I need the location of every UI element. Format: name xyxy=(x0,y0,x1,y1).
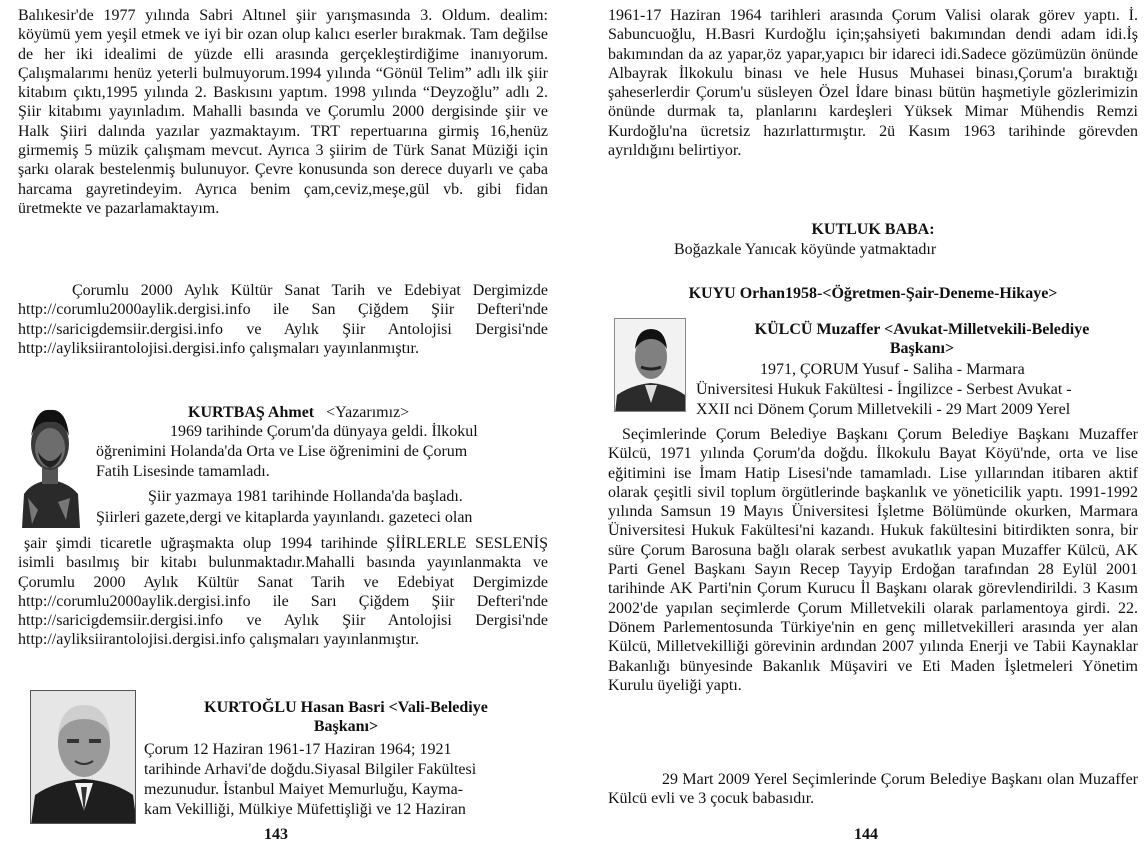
kuyu-heading: KUYU Orhan1958-<Öğretmen-Şair-Deneme-Hikaye> xyxy=(688,285,1058,302)
right-page xyxy=(590,0,1146,856)
portrait-image xyxy=(615,319,686,412)
kurtbas-line-1: 1969 tarihinde Çorum'da dünyaya geldi. İlkokul xyxy=(170,423,478,440)
page-number: 143 xyxy=(264,826,288,843)
kurtbas-line-4: Şiir yazmaya 1981 tarihinde Hollanda'da başladı. xyxy=(148,488,463,505)
kulcu-line-2: Üniversitesi Hukuk Fakültesi - İngilizce - Serbest Avukat - xyxy=(696,381,1072,398)
kurtoglu-continued: 1961-17 Haziran 1964 tarihleri arasında Çorum Valisi olarak görev yaptı. İ. Sabuncuoğlu, H.Basri Kurdoğlu için;şahsiyeti bakımından dendi adam idi.İş bakımından da az yapar,öz yapar,yapıcı bir idareci idi.Sadece gözümüzün önünde Albayrak İlkokulu binası ve hele Husus Muhasei binası,Çorum'a bıraktığı şaheserlerdir Çorum'u süsleyen Özel İdare binası bütün haşmetiyle gözlerimizin önünde durmak ta, planlarını kardeşleri Yüksek Mimar Mühendis Remzi Kurdoğlu'na ücretsiz hazırlattırmıştır. 2ü Kasım 1963 tarihinde görevden ayrıldığını belirtiyor. xyxy=(608,7,1138,160)
kurtoglu-photo xyxy=(30,690,136,824)
kutluk-text: Boğazkale Yanıcak köyünde yatmaktadır xyxy=(674,241,937,258)
portrait-image xyxy=(18,398,82,528)
kurtbas-line-2: öğrenimini Holanda'da Orta ve Lise öğrenimini de Çorum xyxy=(96,443,468,460)
kurtoglu-line-1: Çorum 12 Haziran 1961-17 Haziran 1964; 1921 xyxy=(144,741,452,758)
kurtoglu-line-4: kam Vekilliği, Mülkiye Müfettişliği ve 12 Haziran xyxy=(144,801,466,818)
kurtbas-tag: <Yazarımız> xyxy=(326,404,410,421)
kulcu-line-3: XXII nci Dönem Çorum Milletvekili - 29 Mart 2009 Yerel xyxy=(696,401,1071,418)
intro-paragraph-2: Çorumlu 2000 Aylık Kültür Sanat Tarih ve Edebiyat Dergimizde http://corumlu2000aylik.dergisi.info ile San Çiğdem Şiir Defteri'nde http://saricigdemsiir.dergisi.info ve Aylık Şiir Antolojisi Dergisi'nde http://ayliksiirantolojisi.dergisi.info çalışmaları yayınlanmıştır. xyxy=(18,282,548,357)
page-number: 144 xyxy=(854,826,878,843)
kulcu-rest: Seçimlerinde Çorum Belediye Başkanı Çorum Belediye Başkanı Muzaffer Külcü, 1971 yılında Çorum'da doğdu. İlkokulu Bayat Köyü'nde, orta ve lise eğitimini ise İmam Hatip Lisesi'nde tamamladı. Lise yıllarından itibaren aktif olarak çeşitli sivil toplum örgütlerinde başkanlık ve yöneticilik yaptı. 1991-1992 yılında Samsun 19 Mayıs Üniversitesi İşletme Bölümünde okurken, Marmara Üniversitesi Hukuk Fakültesi'ni kazandı. Hukuk fakültesini bitirdikten sonra, bir süre Çorum Barosuna bağlı olarak serbest avukatlık yapan Muzaffer Külcü, AK Parti Genel Başkanı Sayın Recep Tayyip Erdoğan tarafından 28 Eylül 2001 tarihinde AK Parti'nin Çorum Kurucu İl Başkanı olarak görevlendirildi. 3 Kasım 2002'de yapılan seçimlerde Çorum Milletvekili olarak parlamentoya girdi. 22. Dönem Parlementosunda Türkiye'nin en genç milletvekilleri arasında yer alan Külcü, Milletvekilliği görevinin ardından 2007 yılında Enerji ve Tabii Kaynaklar Bakanlığı bünyesinde Bakanlık Müşaviri ve Eti Maden İşletmeleri Yönetim Kurulu üyeliği yaptı. xyxy=(608,426,1138,694)
intro-paragraph: Balıkesir'de 1977 yılında Sabri Altınel şiir yarışmasında 3. Oldum. dealim: köyümü yem yeşil etmek ve iyi bir ozan olup kalıcı eserler bırakmak. Tam değilse de her iki idealimi de yüzde elli arasında gerçekleştirdiğime inanıyorum. Çalışmalarımı henüz yeterli bulmuyorum.1994 yılında “Gönül Telim” adlı ilk şiir kitabım çıktı,1995 yılında 2. Baskısını yaptım. 1998 yılında “Deyzoğlu” adlı 2. Şiir kitabımı yayınladım. Mahalli basında ve Çorumlu 2000 dergisinde şiir ve Halk Şiiri dalında yazılar yazmaktayım. TRT repertuarına girmiş 16,henüz girmemiş 5 müzik çalışmam mevcut. Ayrıca 3 şiirim de Türk Sanat Müziği için şarkı olarak bestelenmiş bulunuyor. Çevre konusunda son derece duyarlı ve çaba harcama gayretindeyim. Ayrıca benim çam,ceviz,meşe,gül vb. gibi fidan üretmekte ve pazarlamaktayım. xyxy=(18,7,548,217)
kulcu-heading xyxy=(700,320,1144,358)
kurtoglu-line-3: mezunudur. İstanbul Maiyet Memurluğu, Kayma- xyxy=(144,781,464,798)
kurtbas-line-5: Şiirleri gazete,dergi ve kitaplarda yayınlandı. gazeteci olan xyxy=(96,509,473,526)
kutluk-heading: KUTLUK BABA: xyxy=(811,221,935,238)
kulcu-name-line1: KÜLCÜ Muzaffer <Avukat-Milletvekili-Belediye xyxy=(754,321,1090,338)
kurtbas-rest: şair şimdi ticaretle uğraşmakta olup 1994 tarihinde ŞİİRLERLE SESLENİŞ isimli basılmış bir kitabı bulunmaktadır.Mahalli basında yayınlanmakta ve Çorumlu 2000 Aylık Kültür Sanat Tarih ve Edebiyat Dergimizde http://corumlu2000aylik.dergisi.info ile Sarı Çiğdem Şiir Defteri'nde http://saricigdemsiir.dergisi.info ve Aylık Şiir Antolojisi Dergisi'nde http://ayliksiirantolojisi.dergisi.info çalışmaları yayınlanmıştır. xyxy=(18,535,548,649)
kurtbas-name: KURTBAŞ Ahmet xyxy=(188,404,315,421)
kulcu-photo xyxy=(614,318,686,412)
kulcu-name-line2: Başkanı> xyxy=(889,340,955,357)
left-page xyxy=(0,0,560,856)
kurtoglu-line-2: tarihinde Arhavi'de doğdu.Siyasal Bilgiler Fakültesi xyxy=(144,761,477,778)
kulcu-line-1: 1971, ÇORUM Yusuf - Saliha - Marmara xyxy=(760,361,1025,378)
kurtoglu-heading xyxy=(150,698,542,736)
kurtoglu-name-line1: KURTOĞLU Hasan Basri <Vali-Belediye xyxy=(204,699,488,716)
kurtbas-photo xyxy=(18,398,82,528)
kurtbas-heading xyxy=(188,403,409,422)
kurtoglu-name-line2: Başkanı> xyxy=(313,718,379,735)
portrait-image xyxy=(31,691,136,824)
kurtbas-line-3: Fatih Lisesinde tamamladı. xyxy=(96,463,270,480)
kulcu-closing: 29 Mart 2009 Yerel Seçimlerinde Çorum Belediye Başkanı olan Muzaffer Külcü evli ve 3 çocuk babasıdır. xyxy=(608,771,1138,808)
